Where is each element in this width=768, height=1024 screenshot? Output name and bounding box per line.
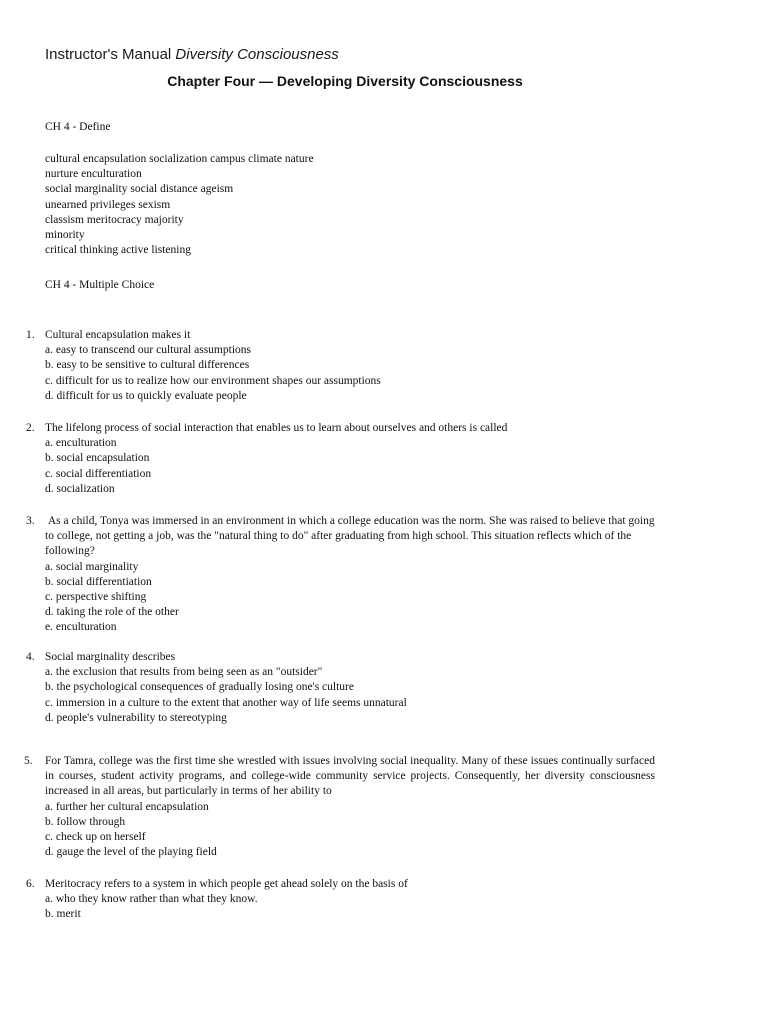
answer-option: d. people's vulnerability to stereotyping <box>45 711 227 724</box>
answer-option: b. merit <box>45 908 81 921</box>
answer-option: b. social differentiation <box>45 575 152 588</box>
question-number: 3. <box>26 515 35 527</box>
answer-option: a. further her cultural encapsulation <box>45 800 209 813</box>
question-number: 6. <box>26 878 35 890</box>
answer-option: c. social differentiation <box>45 467 152 480</box>
define-line: cultural encapsulation socialization campus climate nature <box>45 153 314 165</box>
question-2 <box>26 421 655 497</box>
answer-option: a. the exclusion that results from being seen as an "outsider" <box>45 666 323 679</box>
running-header <box>45 46 339 63</box>
define-line: critical thinking active listening <box>45 244 191 257</box>
question-stem: As a child, Tonya was immersed in an environment in which a college education was the norm. She was raised to believe that going to college, not getting a job, was the "natural thing to do" after graduating from high school. This situation reflects which of the following? <box>45 515 658 558</box>
question-number: 5. <box>24 755 33 767</box>
header-book-title: Diversity Consciousness <box>175 46 339 63</box>
chapter-title: Chapter Four — Developing Diversity Consciousness <box>167 73 523 89</box>
question-1 <box>26 328 655 404</box>
answer-option: a. enculturation <box>45 437 117 450</box>
define-line: unearned privileges sexism <box>45 198 171 211</box>
define-terms-list <box>45 152 314 258</box>
define-section-label: CH 4 - Define <box>45 121 111 133</box>
answer-option: c. check up on herself <box>45 831 146 844</box>
answer-option: b. easy to be sensitive to cultural differences <box>45 359 250 372</box>
answer-option: c. difficult for us to realize how our environment shapes our assumptions <box>45 374 381 387</box>
question-number: 2. <box>26 422 35 434</box>
answer-option: b. the psychological consequences of gradually losing one's culture <box>45 681 354 694</box>
answer-option: c. perspective shifting <box>45 591 147 604</box>
answer-option: a. who they know rather than what they know. <box>45 893 258 906</box>
answer-option: d. taking the role of the other <box>45 606 179 619</box>
question-number: 4. <box>26 651 35 663</box>
answer-option: b. social encapsulation <box>45 452 150 465</box>
question-stem: Social marginality describes <box>45 651 176 663</box>
header-prefix: Instructor's Manual <box>45 46 172 63</box>
define-line: minority <box>45 229 85 242</box>
answer-option: d. socialization <box>45 482 115 495</box>
question-4 <box>26 650 655 726</box>
question-stem: Meritocracy refers to a system in which people get ahead solely on the basis of <box>45 878 408 890</box>
answer-option: a. social marginality <box>45 560 139 573</box>
define-line: classism meritocracy majority <box>45 213 184 226</box>
question-number: 1. <box>26 329 35 341</box>
answer-option: c. immersion in a culture to the extent that another way of life seems unnatural <box>45 696 407 709</box>
answer-option: a. easy to transcend our cultural assumptions <box>45 344 251 357</box>
question-stem: Cultural encapsulation makes it <box>45 329 191 341</box>
mc-section-label: CH 4 - Multiple Choice <box>45 279 155 291</box>
question-stem: The lifelong process of social interaction that enables us to learn about ourselves and others is called <box>45 422 508 434</box>
answer-option: b. follow through <box>45 815 126 828</box>
answer-option: d. difficult for us to quickly evaluate people <box>45 389 247 402</box>
question-stem: For Tamra, college was the first time she wrestled with issues involving social inequality. Many of these issues continually surfaced in courses, student activity programs, and college-wide community service projects. Consequently, her diversity consciousness increased in all areas, but particularly in terms of her ability to <box>45 755 655 798</box>
define-line: nurture enculturation <box>45 168 142 181</box>
answer-option: d. gauge the level of the playing field <box>45 846 217 859</box>
question-3 <box>26 514 658 636</box>
question-6 <box>26 877 655 923</box>
answer-option: e. enculturation <box>45 621 117 634</box>
define-line: social marginality social distance ageism <box>45 183 234 196</box>
question-5 <box>24 754 655 860</box>
